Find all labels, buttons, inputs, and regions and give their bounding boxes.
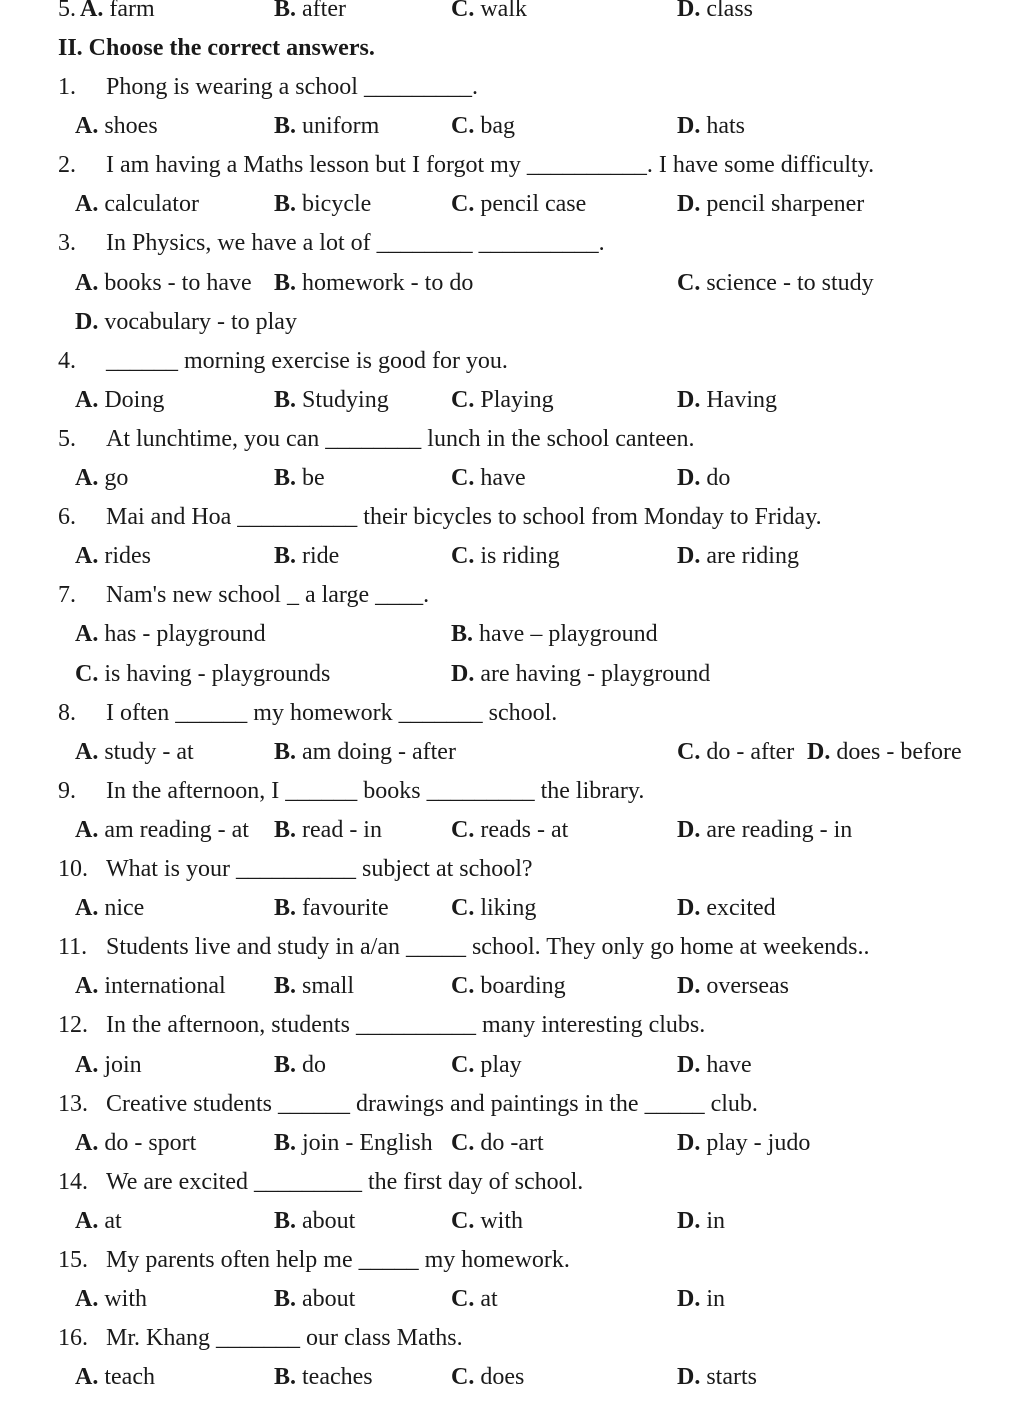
option-d: D. are reading - in <box>677 816 853 843</box>
question-text: Creative students ______ drawings and paintings in the _____ club. <box>106 1090 758 1117</box>
option-b: B. about <box>274 1286 356 1313</box>
question-text: Phong is wearing a school _________. <box>106 74 478 100</box>
question-row <box>0 776 1024 815</box>
option-a: A. books - to have <box>75 269 252 296</box>
question-number: 3. <box>58 230 76 257</box>
question-text: My parents often help me _____ my homework. <box>106 1247 570 1273</box>
option-b: B. read - in <box>274 816 382 843</box>
question-row <box>0 228 1024 267</box>
question-text: I am having a Maths lesson but I forgot my __________. I have some difficulty. <box>106 152 875 179</box>
question-number: 7. <box>58 582 76 609</box>
question-row <box>0 932 1024 971</box>
question-row <box>0 424 1024 463</box>
question-number: 12. <box>58 1012 88 1039</box>
option-d: D. hats <box>677 113 746 140</box>
question-row <box>0 150 1024 189</box>
option-d: D. have <box>677 1051 752 1078</box>
option-c: C. boarding <box>451 973 566 1000</box>
question-row <box>0 72 1024 111</box>
question-number: 9. <box>58 777 76 804</box>
option-a: A. study - at <box>75 738 194 765</box>
option-d: D. in <box>677 1207 726 1234</box>
options-row <box>0 1206 1024 1245</box>
option-a: A. am reading - at <box>75 816 249 843</box>
question-row <box>0 1089 1024 1128</box>
option-a: A. farm <box>80 0 155 22</box>
option-a: A. calculator <box>75 191 199 218</box>
option-b: B. about <box>274 1207 356 1234</box>
option-c: C. is riding <box>451 543 560 570</box>
option-b: B. uniform <box>274 113 380 140</box>
question-number: 14. <box>58 1168 88 1195</box>
option-d: D. pencil sharpener <box>677 191 865 218</box>
option-d: D. are having - playground <box>451 660 711 687</box>
option-b: B. bicycle <box>274 191 372 218</box>
option-a: A. go <box>75 465 129 491</box>
question-number: 13. <box>58 1090 88 1117</box>
options-row <box>0 307 1024 346</box>
question-number: 4. <box>58 347 76 374</box>
question-number: 5. <box>58 425 76 452</box>
options-row <box>0 463 1024 502</box>
option-d: D. does - before <box>807 738 962 765</box>
question-text: Students live and study in a/an _____ school. They only go home at weekends.. <box>106 934 870 961</box>
options-row <box>0 111 1024 150</box>
option-a: A. rides <box>75 543 151 570</box>
question-row <box>0 580 1024 619</box>
option-d: D. starts <box>677 1364 758 1391</box>
question-row <box>0 1010 1024 1049</box>
question-number: 8. <box>58 699 76 726</box>
option-c: C. is having - playgrounds <box>75 660 331 687</box>
option-d: D. do <box>677 465 731 491</box>
question-number: 6. <box>58 504 76 531</box>
option-b: B. join - English <box>274 1129 433 1156</box>
question-text: In the afternoon, I ______ books _________ the library. <box>106 777 645 804</box>
option-d: D. Having <box>677 386 777 413</box>
option-a: A. shoes <box>75 113 158 140</box>
option-c: C. play <box>451 1051 522 1078</box>
question-row <box>0 1167 1024 1206</box>
options-row <box>0 385 1024 424</box>
question-text: At lunchtime, you can ________ lunch in the school canteen. <box>106 425 695 452</box>
option-a: A. at <box>75 1207 122 1234</box>
question-number: 15. <box>58 1247 88 1273</box>
option-c: C. liking <box>451 895 537 922</box>
question-text: Mai and Hoa __________ their bicycles to school from Monday to Friday. <box>106 504 822 531</box>
question-row <box>0 1245 1024 1284</box>
options-row <box>0 659 1024 698</box>
option-d: D. overseas <box>677 973 789 1000</box>
options-row <box>0 1284 1024 1323</box>
question-row <box>0 698 1024 737</box>
question-number: 11. <box>58 934 88 961</box>
options-row <box>0 737 1024 776</box>
option-a: A. join <box>75 1051 142 1078</box>
options-row <box>0 541 1024 580</box>
option-b: B. teaches <box>274 1364 373 1391</box>
option-a: A. do - sport <box>75 1129 197 1156</box>
option-c: C. with <box>451 1207 524 1234</box>
question-text: In the afternoon, students __________ many interesting clubs. <box>106 1012 706 1039</box>
option-c: C. bag <box>451 113 515 140</box>
option-a: A. teach <box>75 1364 155 1391</box>
question-text: ______ morning exercise is good for you. <box>106 347 508 374</box>
options-row <box>0 189 1024 228</box>
option-b: B. after <box>274 0 346 22</box>
option-row-number: 5. <box>58 0 76 22</box>
option-d: D. excited <box>677 895 776 922</box>
question-text: Mr. Khang _______ our class Maths. <box>106 1325 463 1352</box>
option-b: B. small <box>274 973 355 1000</box>
option-d: D. are riding <box>677 543 799 570</box>
option-c: C. does <box>451 1364 525 1391</box>
question-row <box>0 1323 1024 1362</box>
question-number: 2. <box>58 152 76 179</box>
option-a: A. has - playground <box>75 621 266 648</box>
options-row <box>0 971 1024 1010</box>
question-number: 1. <box>58 74 76 100</box>
option-a: A. nice <box>75 895 145 922</box>
options-row <box>0 1362 1024 1401</box>
option-c: C. science - to study <box>677 269 874 296</box>
options-row <box>0 619 1024 658</box>
option-b: B. homework - to do <box>274 269 474 296</box>
options-row <box>0 1050 1024 1089</box>
option-c: C. walk <box>451 0 527 22</box>
option-b: B. ride <box>274 543 340 570</box>
option-c: C. pencil case <box>451 191 587 218</box>
options-row <box>0 815 1024 854</box>
question-row <box>0 854 1024 893</box>
option-c: C. Playing <box>451 386 554 413</box>
question-row <box>0 346 1024 385</box>
option-d: D. in <box>677 1286 726 1313</box>
option-a: A. international <box>75 973 226 1000</box>
option-b: B. do <box>274 1051 327 1078</box>
option-b: B. favourite <box>274 895 389 922</box>
question-row <box>0 502 1024 541</box>
option-c: C. do - after <box>677 738 795 765</box>
option-d: D. play - judo <box>677 1129 811 1156</box>
question-number: 10. <box>58 856 88 882</box>
option-b: B. be <box>274 465 325 491</box>
section-title: II. Choose the correct answers. <box>58 35 375 61</box>
question-5-prev-options <box>0 0 1024 33</box>
option-b: B. Studying <box>274 386 389 413</box>
question-text: I often ______ my homework _______ school. <box>106 699 558 726</box>
option-c: C. do -art <box>451 1129 544 1156</box>
option-b: B. am doing - after <box>274 738 456 765</box>
option-b: B. have – playground <box>451 621 658 648</box>
question-text: In Physics, we have a lot of ________ __________. <box>106 230 605 257</box>
option-d: D. vocabulary - to play <box>75 308 297 335</box>
options-row <box>0 893 1024 932</box>
option-c: C. have <box>451 465 526 491</box>
option-c: C. at <box>451 1286 498 1313</box>
section-heading <box>0 33 1024 72</box>
question-text: What is your __________ subject at school? <box>106 856 533 882</box>
option-a: A. with <box>75 1286 148 1313</box>
question-number: 16. <box>58 1325 88 1352</box>
option-a: A. Doing <box>75 386 165 413</box>
question-text: Nam's new school _ a large ____. <box>106 582 430 609</box>
option-c: C. reads - at <box>451 816 569 843</box>
options-row <box>0 1128 1024 1167</box>
option-d: D. class <box>677 0 753 22</box>
question-text: We are excited _________ the first day of school. <box>106 1168 584 1195</box>
options-row <box>0 268 1024 307</box>
